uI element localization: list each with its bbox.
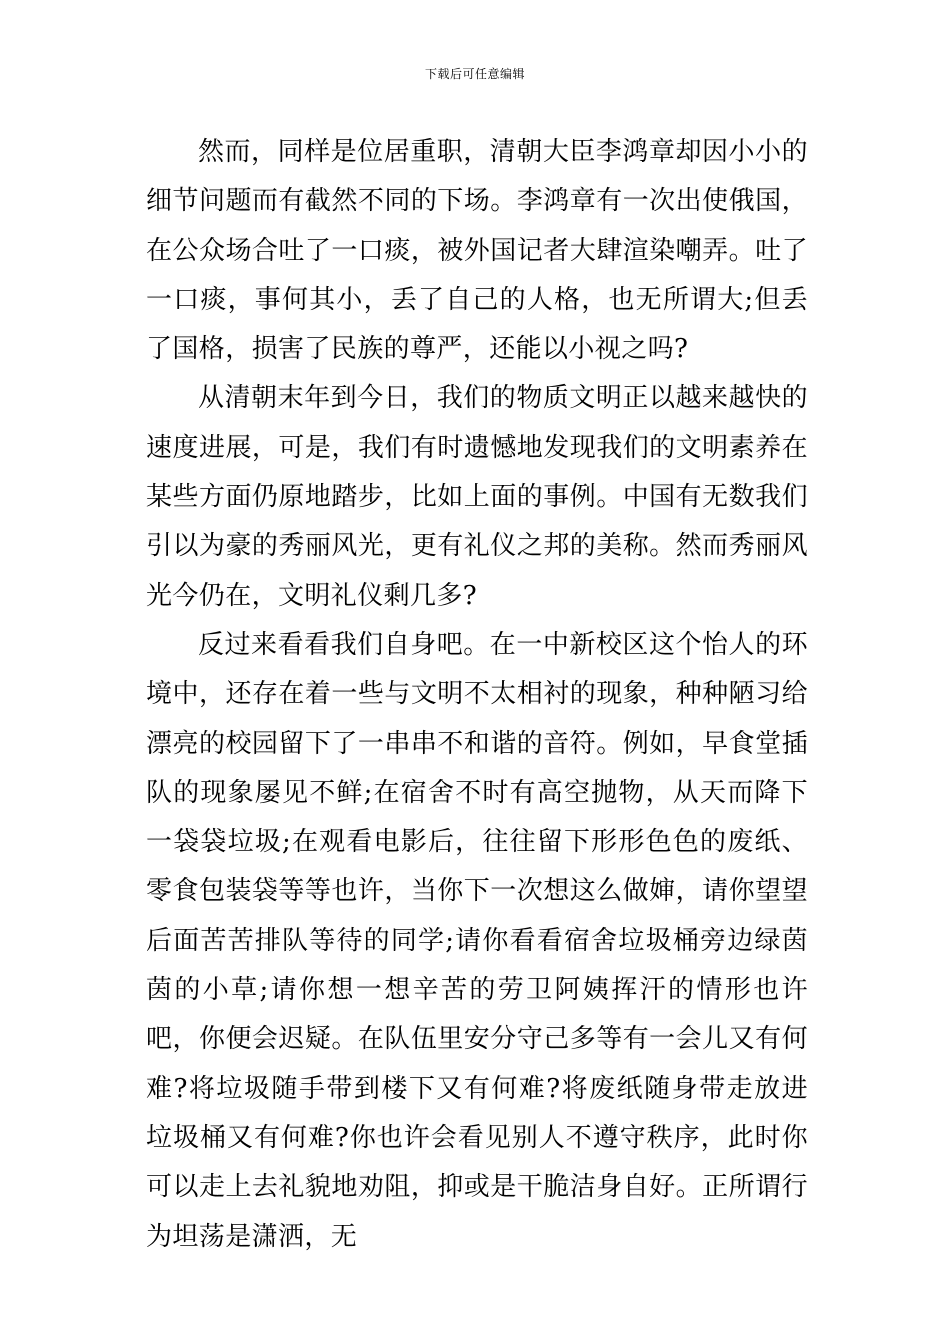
document-body <box>146 128 808 1262</box>
paragraph-2: 从清朝末年到今日，我们的物质文明正以越来越快的速度进展，可是，我们有时遗憾地发现我们的文明素养在某些方面仍原地踏步，比如上面的事例。中国有无数我们引以为豪的秀丽风光，更有礼仪之邦的美称。然而秀丽风光今仍在，文明礼仪剩几多? <box>146 383 808 611</box>
paragraph-3: 反过来看看我们自身吧。在一中新校区这个怡人的环境中，还存在着一些与文明不太相衬的现象，种种陋习给漂亮的校园留下了一串串不和谐的音符。例如，早食堂插队的现象屡见不鲜;在宿舍不时有高空抛物，从天而降下一袋袋垃圾;在观看电影后，往往留下形形色色的废纸、零食包装袋等等也许，当你下一次想这么做婶，请你望望后面苦苦排队等待的同学;请你看看宿舍垃圾桶旁边绿茵茵的小草;请你想一想辛苦的劳卫阿姨挥汗的情形也许吧，你便会迟疑。在队伍里安分守己多等有一会儿又有何难?将垃圾随手带到楼下又有何难?将废纸随身带走放进垃圾桶又有何难?你也许会看见别人不遵守秩序，此时你可以走上去礼貌地劝阻，抑或是干脆洁身自好。正所谓行为坦荡是潇洒，无 <box>146 629 808 1252</box>
header-note: 下载后可任意编辑 <box>424 67 525 81</box>
paragraph-1: 然而，同样是位居重职，清朝大臣李鸿章却因小小的细节问题而有截然不同的下场。李鸿章有一次出使俄国，在公众场合吐了一口痰，被外国记者大肆渲染嘲弄。吐了一口痰，事何其小，丢了自己的人格，也无所谓大;但丢了国格，损害了民族的尊严，还能以小视之吗? <box>146 137 808 365</box>
